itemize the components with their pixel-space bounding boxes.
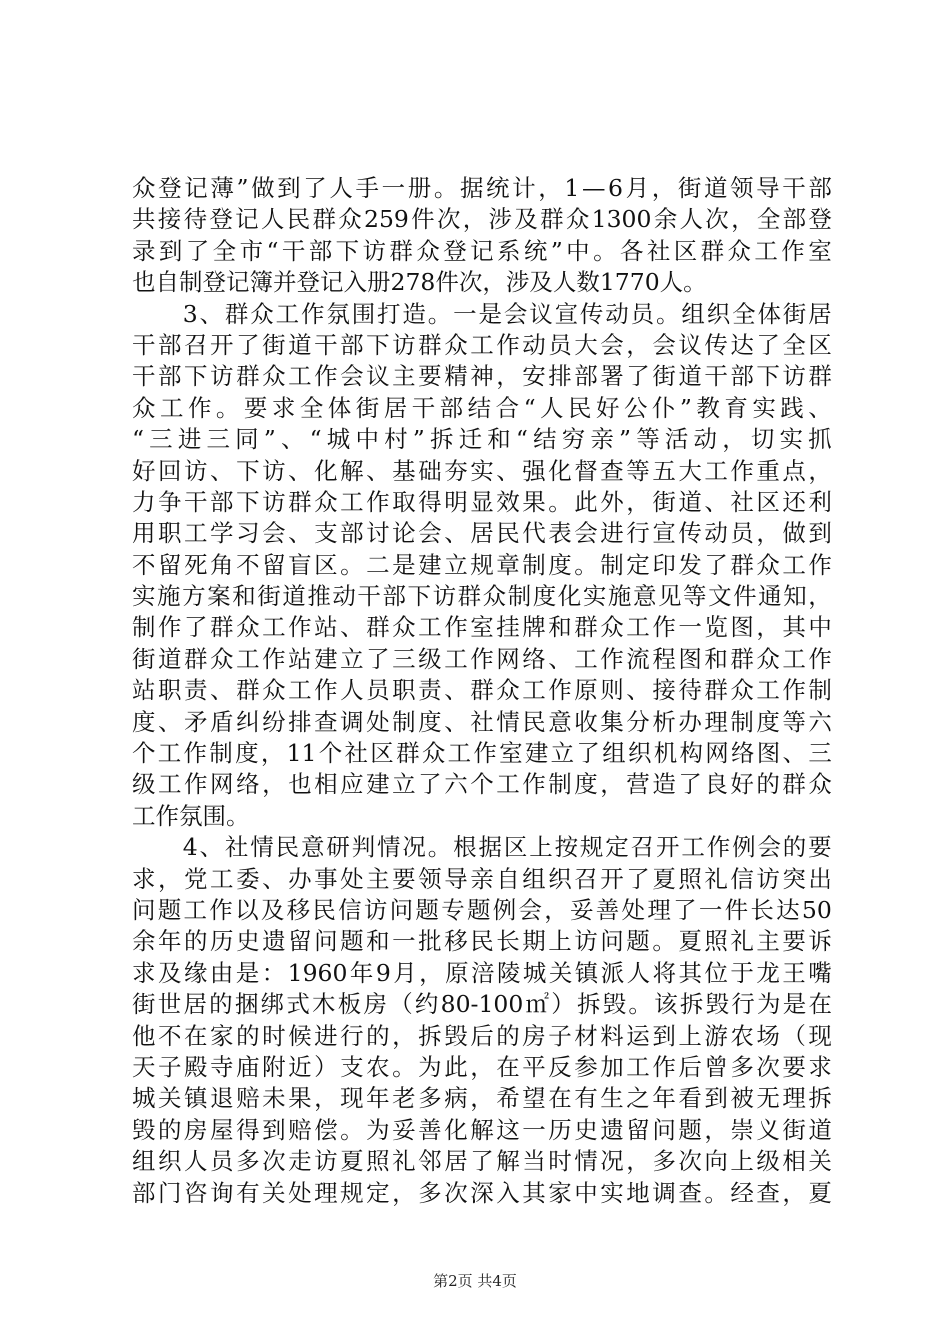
text-line: 毁 的 房 屋 得 到 赔 偿 。 为 妥 善 化 解 这 一 历 史 遗 留 问 题 ， 崇 义 街 道 [132,1115,832,1144]
text-line: 余 年 的 历 史 遗 留 问 题 和 一 批 移 民 长 期 上 访 问 题 。 夏 照 礼 主 要 诉 [132,927,832,956]
text-line: “ 三 进 三 同 ” 、 “ 城 中 村 ” 拆 迁 和 “ 结 穷 亲 ” 等 活 动 ， 切 实 抓 [132,425,832,454]
text-line: 站 职 责 、 群 众 工 作 人 员 职 责 、 群 众 工 作 原 则 、 接 待 群 众 工 作 制 [132,676,832,705]
text-line: 求 及 缘 由 是 ： 1960 年 9 月 ， 原 涪 陵 城 关 镇 派 人 将 其 位 于 龙 王 嘴 [132,958,832,987]
text-line: 求 ， 党 工 委 、 办 事 处 主 要 领 导 亲 自 组 织 召 开 了 夏 照 礼 信 访 突 出 [132,864,832,893]
text-line: 3 、 群 众 工 作 氛 围 打 造 。 一 是 会 议 宣 传 动 员 。 组 织 全 体 街 居 [182,299,832,328]
text-line: 组 织 人 员 多 次 走 访 夏 照 礼 邻 居 了 解 当 时 情 况 ， 多 次 向 上 级 相 关 [132,1147,832,1176]
text-line: 用 职 工 学 习 会 、 支 部 讨 论 会 、 居 民 代 表 会 进 行 宣 传 动 员 ， 做 到 [132,519,832,548]
text-line: 干 部 召 开 了 街 道 干 部 下 访 群 众 工 作 动 员 大 会 ， 会 议 传 达 了 全 区 [132,330,832,359]
text-line: 度 、 矛 盾 纠 纷 排 查 调 处 制 度 、 社 情 民 意 收 集 分 析 办 理 制 度 等 六 [132,707,832,736]
text-line: 4 、 社 情 民 意 研 判 情 况 。 根 据 区 上 按 规 定 召 开 工 作 例 会 的 要 [182,833,832,862]
text-line: 力 争 干 部 下 访 群 众 工 作 取 得 明 显 效 果 。 此 外 ， 街 道 、 社 区 还 利 [132,487,832,516]
page-footer: 第2页 共4页 [433,1272,517,1290]
text-line: 城 关 镇 退 赔 未 果 ， 现 年 老 多 病 ， 希 望 在 有 生 之 年 看 到 被 无 理 拆 [132,1084,832,1113]
text-line: 工作氛围。 [132,801,250,830]
text-line: 众 工 作 。 要 求 全 体 街 居 干 部 结 合 “ 人 民 好 公 仆 ” 教 育 实 践 、 [132,393,832,422]
text-line: 好 回 访 、 下 访 、 化 解 、 基 础 夯 实 、 强 化 督 查 等 五 大 工 作 重 点 ， [132,456,832,485]
text-line: 也自制登记簿并登记入册278件次，涉及人数1770人。 [132,268,707,297]
text-line: 街 道 群 众 工 作 站 建 立 了 三 级 工 作 网 络 、 工 作 流 程 图 和 群 众 工 作 [132,644,832,673]
text-line: 制 作 了 群 众 工 作 站 、 群 众 工 作 室 挂 牌 和 群 众 工 作 一 览 图 ， 其 中 [132,613,832,642]
text-line: 天 子 殿 寺 庙 附 近 ） 支 农 。 为 此 ， 在 平 反 参 加 工 作 后 曾 多 次 要 求 [132,1052,832,1081]
text-line: 不 留 死 角 不 留 盲 区 。 二 是 建 立 规 章 制 度 。 制 定 印 发 了 群 众 工 作 [132,550,832,579]
text-line: 个 工 作 制 度 ， 11 个 社 区 群 众 工 作 室 建 立 了 组 织 机 构 网 络 图 、 三 [132,739,832,768]
text-line: 他 不 在 家 的 时 候 进 行 的 ， 拆 毁 后 的 房 子 材 料 运 到 上 游 农 场 （ 现 [132,1021,832,1050]
text-line: 级 工 作 网 络 ， 也 相 应 建 立 了 六 个 工 作 制 度 ， 营 造 了 良 好 的 群 众 [132,770,832,799]
text-line: 街 世 居 的 捆 绑 式 木 板 房 （ 约 80-100 ㎡ ） 拆 毁 。 该 拆 毁 行 为 是 在 [132,990,832,1019]
text-line: 实 施 方 案 和 街 道 推 动 干 部 下 访 群 众 制 度 化 实 施 意 见 等 文 件 通 知 ， [132,582,832,611]
text-line: 录 到 了 全 市 “ 干 部 下 访 群 众 登 记 系 统 ” 中 。 各 社 区 群 众 工 作 室 [132,236,832,265]
text-line: 部 门 咨 询 有 关 处 理 规 定 ， 多 次 深 入 其 家 中 实 地 调 查 。 经 查 ， 夏 [132,1178,832,1207]
text-line: 问 题 工 作 以 及 移 民 信 访 问 题 专 题 例 会 ， 妥 善 处 理 了 一 件 长 达 50 [132,895,832,924]
document-body [132,173,832,1209]
text-line: 共 接 待 登 记 人 民 群 众 259 件 次 ， 涉 及 群 众 1300 余 人 次 ， 全 部 登 [132,205,832,234]
text-line: 众 登 记 薄 ” 做 到 了 人 手 一 册 。 据 统 计 ， 1 — 6 月 ， 街 道 领 导 干 部 [132,174,832,202]
text-line: 干 部 下 访 群 众 工 作 会 议 主 要 精 神 ， 安 排 部 署 了 街 道 干 部 下 访 群 [132,362,832,391]
